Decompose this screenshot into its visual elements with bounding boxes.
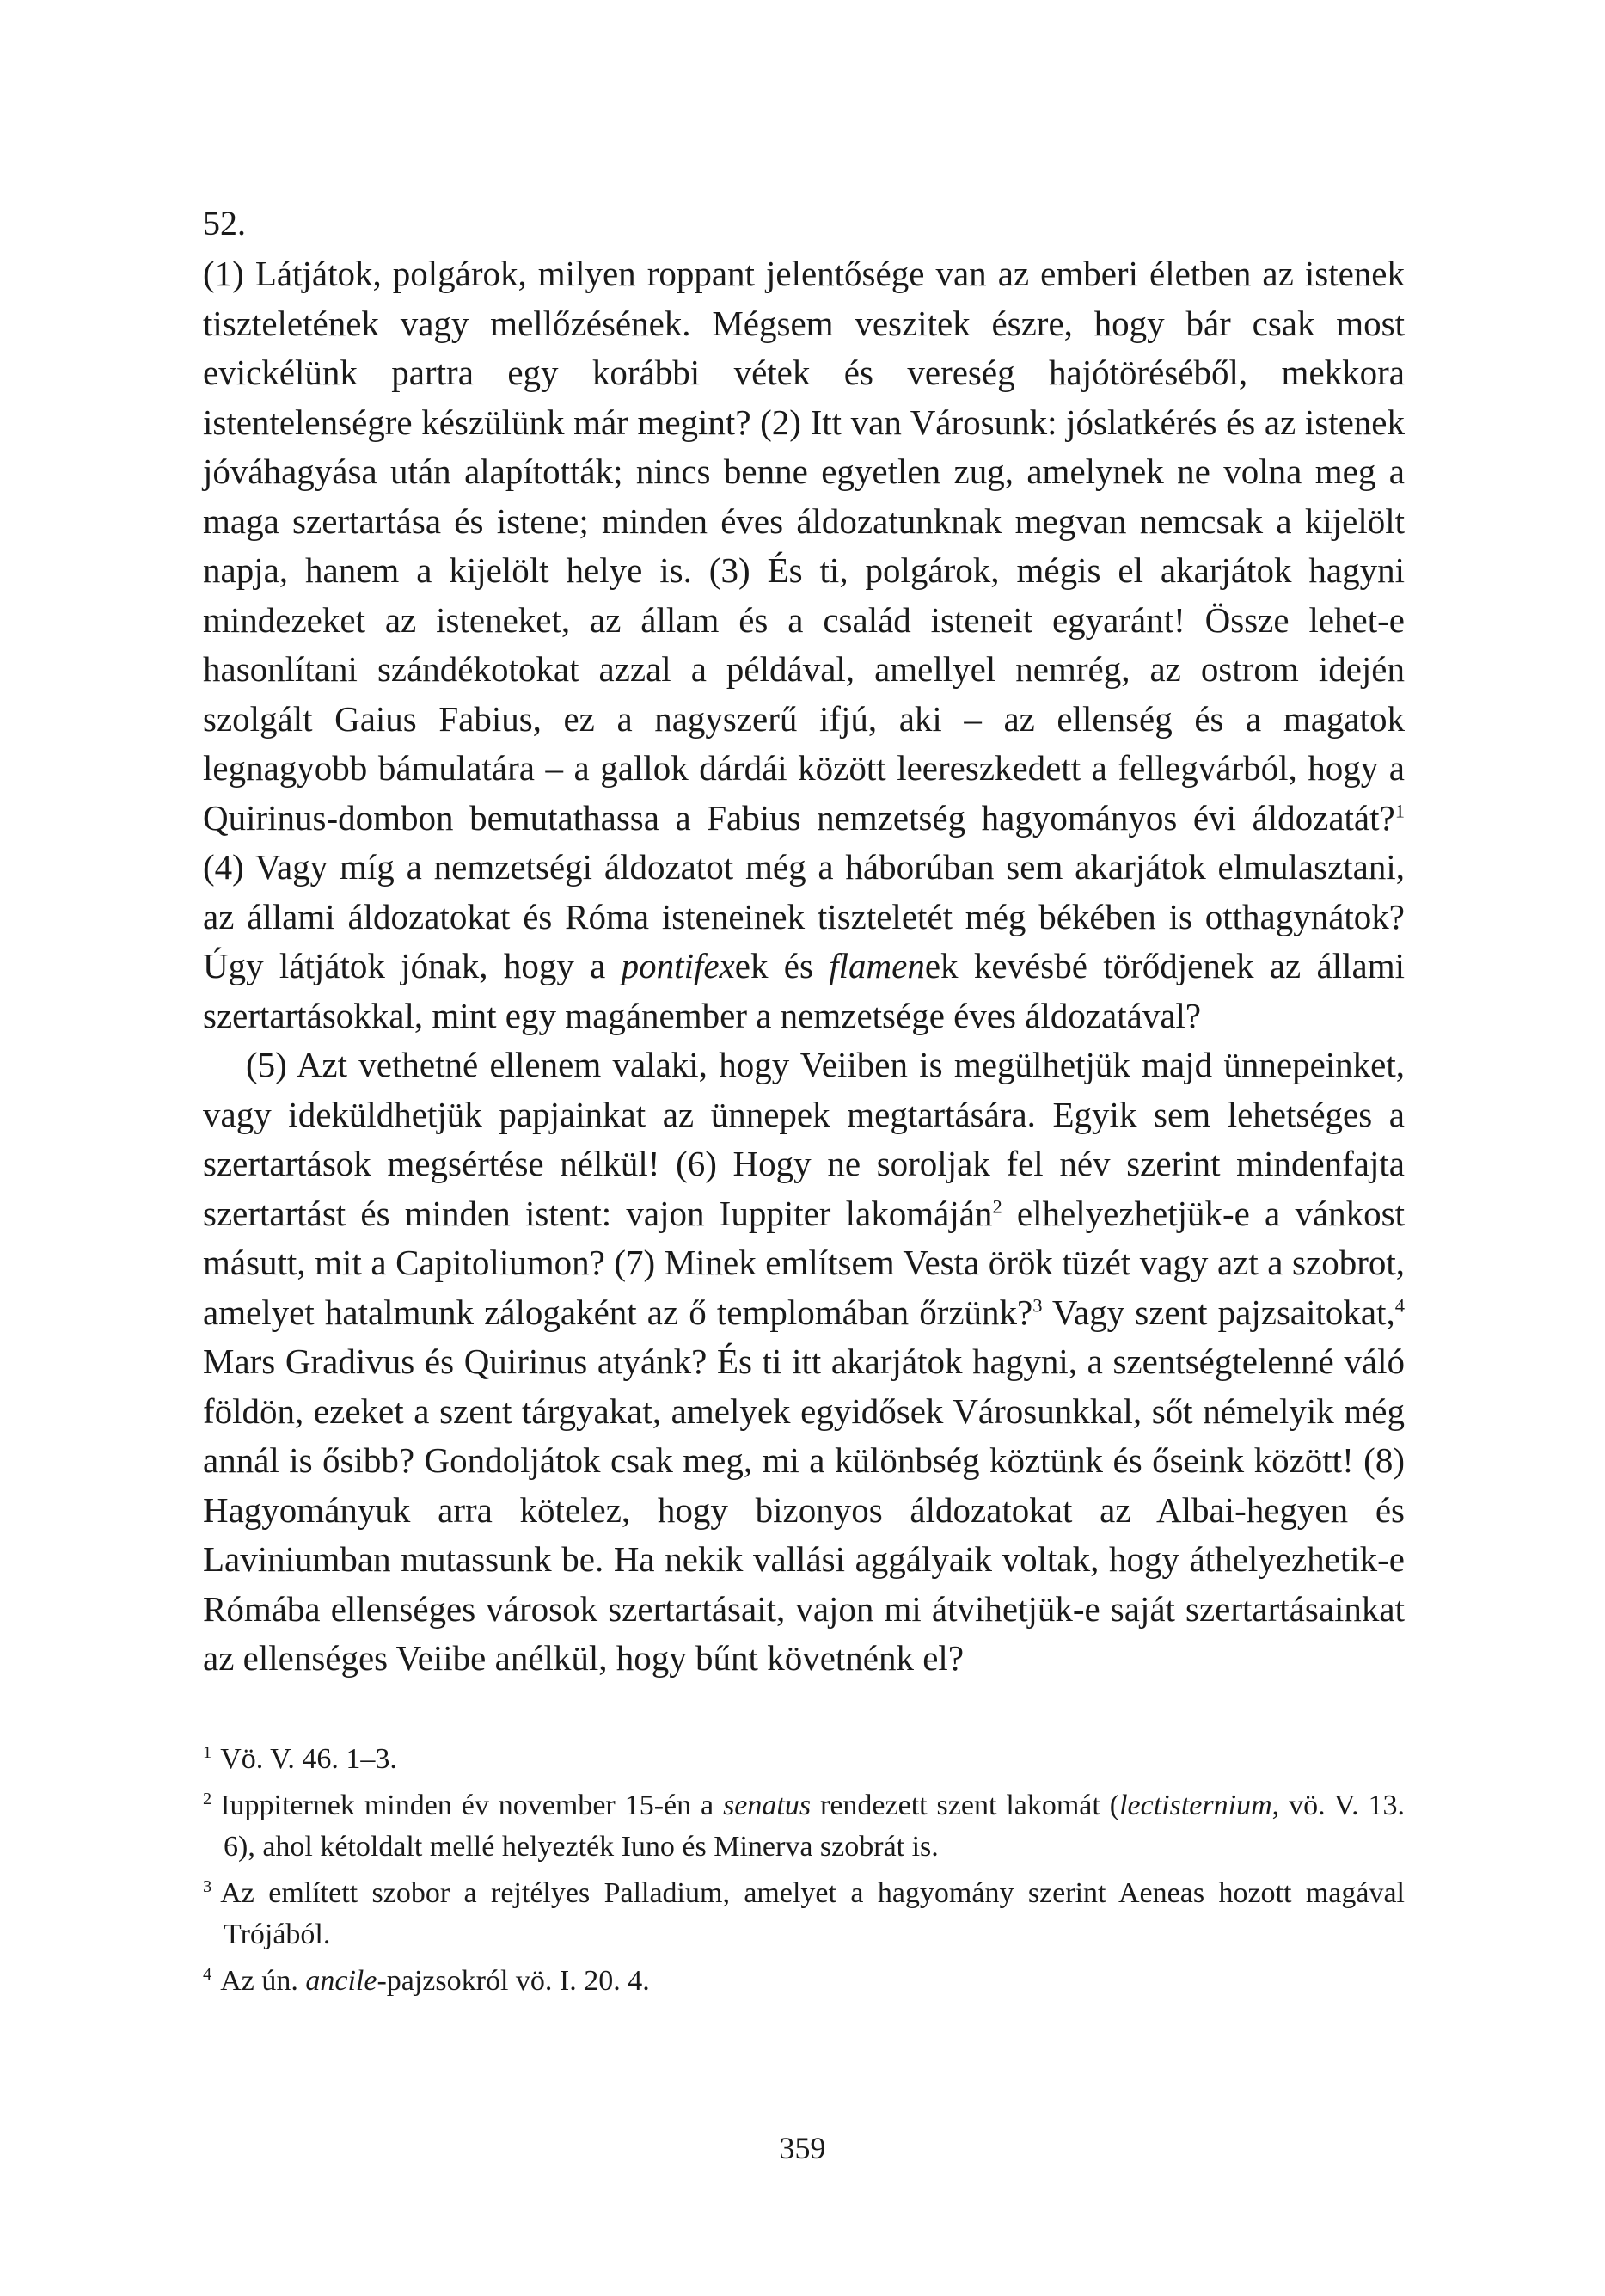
italic-term: pontifex bbox=[621, 946, 735, 985]
text-run: , vö. V. 13. 6), ahol kétoldalt mellé helyezték Iuno és Minerva szobrát is. bbox=[224, 1790, 1406, 1863]
text-run: elhelyezhetjük-e a vánkost másutt, mit a Capitoliumon? (7) Minek említsem Vesta örök tüzét vagy azt a szobrot, amelyet hatalmunk zálogaként az ő templomában őrzünk? bbox=[203, 1193, 1405, 1332]
italic-term: lectisternium bbox=[1119, 1790, 1272, 1821]
footnote bbox=[203, 1739, 1405, 1780]
footnote bbox=[203, 1961, 1405, 2002]
chapter-number: 52. bbox=[203, 204, 246, 242]
footnote-number: 3 bbox=[203, 1876, 212, 1896]
paragraph bbox=[203, 249, 1405, 1041]
footnote-number: 1 bbox=[203, 1742, 212, 1762]
italic-term: senatus bbox=[723, 1790, 812, 1821]
text-run: Mars Gradivus és Quirinus atyánk? És ti itt akarjátok hagyni, a szentségtelenné váló földön, ezeket a szent tárgyakat, amelyek egyidősek Városunkkal, sőt némelyik még annál is ősibb? Gondoljátok csak meg, mi a különbség köztünk és őseink között! (8) Hagyományuk arra kötelez, hogy bizonyos áldozatokat az Albai-hegyen és Laviniumban mutassunk be. Ha nekik vallási aggályaik voltak, hogy áthelyezhetik-e Rómába ellenséges városok szertartásait, vajon mi átvihetjük-e saját szertartásainkat az ellenséges Veiibe anélkül, hogy bűnt követnénk el? bbox=[203, 1341, 1405, 1678]
main-text bbox=[203, 200, 1405, 1684]
paragraph bbox=[203, 1041, 1405, 1684]
text-run: ek kevésbé törődjenek az állami szertartásokkal, mint egy magánember a nemzetsége éves áldozatával? bbox=[203, 946, 1406, 1035]
footnotes bbox=[203, 1739, 1405, 2007]
text-run: ek és bbox=[734, 946, 830, 985]
footnote bbox=[203, 1873, 1405, 1955]
text-run: (5) Azt vethetné ellenem valaki, hogy Veiiben is megülhetjük majd ünnepeinket, vagy ideküldhetjük papjainkat az ünnepek megtartására. Egyik sem lehetséges a szertartások megsértése nélkül! (6) Hogy ne soroljak fel név szerint mindenfajta szertartást és minden istent: vajon Iuppiter lakomáján bbox=[203, 1045, 1405, 1233]
footnote-reference: 4 bbox=[1394, 1293, 1406, 1316]
text-run: Vö. V. 46. 1–3. bbox=[220, 1743, 397, 1775]
text-run: rendezett szent lakomát ( bbox=[811, 1790, 1120, 1821]
text-run: (1) Látjátok, polgárok, milyen roppant jelentősége van az emberi életben az istenek tiszteletének vagy mellőzésének. Mégsem veszitek észre, hogy bár csak most evickélünk partra egy korábbi vétek és vereség hajótöréséből, mekkora istentelenségre készülünk már megint? (2) Itt van Városunk: jóslatkérés és az istenek jóváhagyása után alapították; nincs benne egyetlen zug, amelynek ne volna meg a maga szertartása és istene; minden éves áldozatunknak megvan nemcsak a kijelölt napja, hanem a kijelölt helye is. (3) És ti, polgárok, mégis el akarjátok hagyni mindezeket az isteneket, az állam és a család isteneit egyaránt! Össze lehet-e hasonlítani szándékotokat azzal a példával, amellyel nemrég, az ostrom idején szolgált Gaius Fabius, ez a nagyszerű ifjú, aki – az ellenség és a magatok legnagyobb bámulatára – a gallok dárdái között leereszkedett a fellegvárból, hogy a Quirinus-dombon bemutathassa a Fabius nemzetség hagyományos évi áldozatát? bbox=[203, 254, 1405, 838]
text-run: -pajzsokról vö. I. 20. 4. bbox=[377, 1965, 650, 1997]
footnote bbox=[203, 1785, 1405, 1868]
text-run: Az ún. bbox=[220, 1965, 306, 1997]
footnote-reference: 2 bbox=[992, 1194, 1002, 1217]
italic-term: ancile bbox=[305, 1965, 377, 1997]
page-number: 359 bbox=[779, 2131, 826, 2165]
footnote-number: 2 bbox=[203, 1789, 212, 1808]
text-run: Iuppiternek minden év november 15-én a bbox=[220, 1790, 724, 1821]
footnote-reference: 1 bbox=[1394, 799, 1405, 821]
italic-term: flamen bbox=[829, 946, 925, 985]
text-run: (4) Vagy míg a nemzetségi áldozatot még a háborúban sem akarjátok elmulasztani, az állami áldozatokat és Róma isteneinek tiszteletét még békében is otthagynátok? Úgy látjátok jónak, hogy a bbox=[203, 847, 1405, 985]
text-run: Az említett szobor a rejtélyes Palladium, amelyet a hagyomány szerint Aeneas hozott magával Trójából. bbox=[220, 1877, 1405, 1950]
footnote-number: 4 bbox=[203, 1964, 212, 1984]
footnote-reference: 3 bbox=[1032, 1293, 1043, 1316]
text-run: Vagy szent pajzsaitokat, bbox=[1042, 1292, 1395, 1332]
